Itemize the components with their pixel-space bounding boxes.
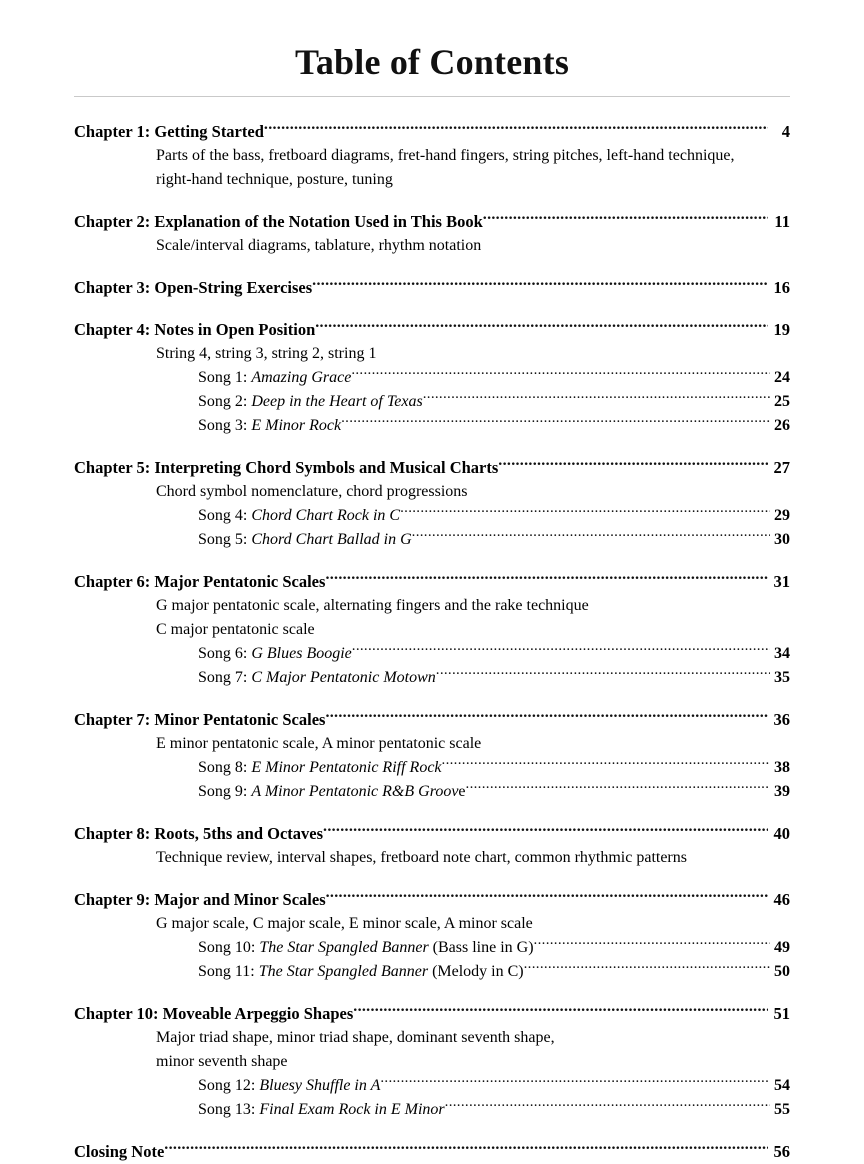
toc-song-entry[interactable] bbox=[198, 366, 790, 390]
toc-song-suffix: e bbox=[458, 783, 466, 801]
toc-dot-leader bbox=[351, 366, 770, 382]
toc-dot-leader bbox=[325, 709, 768, 726]
toc-chapter-label: Chapter 6: Major Pentatonic Scales bbox=[74, 572, 326, 592]
toc-dot-leader bbox=[264, 121, 768, 138]
toc-page-number: 50 bbox=[774, 963, 790, 981]
toc-dot-leader bbox=[423, 390, 770, 406]
toc-page-number: 51 bbox=[773, 1004, 790, 1024]
toc-page-number: 54 bbox=[774, 1077, 790, 1095]
toc-page-number: 39 bbox=[774, 783, 790, 801]
toc-page-number: 35 bbox=[774, 669, 790, 687]
toc-chapter-label: Chapter 9: Major and Minor Scales bbox=[74, 890, 326, 910]
toc-chapter-entry[interactable] bbox=[74, 822, 790, 846]
toc-chapter-label: Chapter 3: Open-String Exercises bbox=[74, 278, 313, 298]
toc-dot-leader bbox=[341, 414, 770, 430]
toc-dot-leader bbox=[315, 319, 768, 336]
page-title: Table of Contents bbox=[294, 42, 570, 82]
toc-song-entry[interactable] bbox=[198, 528, 790, 552]
toc-song-prefix: Song 6: bbox=[198, 645, 252, 663]
toc-song-title: E Minor Rock bbox=[251, 417, 342, 435]
toc-description-line: Scale/interval diagrams, tablature, rhythm notation bbox=[156, 237, 482, 255]
toc-page-number: 27 bbox=[773, 458, 790, 478]
toc-song-entry[interactable] bbox=[198, 756, 790, 780]
toc-description-line: Major triad shape, minor triad shape, dominant seventh shape, bbox=[156, 1029, 555, 1047]
toc-chapter-entry[interactable] bbox=[74, 888, 790, 912]
toc-chapter-label: Chapter 10: Moveable Arpeggio Shapes bbox=[74, 1004, 354, 1024]
toc-page-number: 55 bbox=[774, 1101, 790, 1119]
toc-description-line: G major pentatonic scale, alternating fingers and the rake technique bbox=[156, 597, 589, 615]
toc-chapter-entry[interactable] bbox=[74, 1140, 790, 1164]
toc-song-label bbox=[198, 936, 534, 960]
toc-song-label bbox=[198, 780, 466, 804]
toc-chapter-label: Chapter 4: Notes in Open Position bbox=[74, 320, 316, 340]
toc-chapter-label: Chapter 7: Minor Pentatonic Scales bbox=[74, 710, 326, 730]
toc-dot-leader bbox=[445, 1098, 770, 1114]
toc-song-label bbox=[198, 504, 400, 528]
toc-song-label bbox=[198, 1074, 380, 1098]
toc-dot-leader bbox=[312, 277, 768, 294]
toc-song-entry[interactable] bbox=[198, 960, 790, 984]
toc-song-title: G Blues Boogie bbox=[251, 645, 352, 663]
toc-song-entry[interactable] bbox=[198, 780, 790, 804]
toc-song-label bbox=[198, 666, 436, 690]
toc-song-entry[interactable] bbox=[198, 936, 790, 960]
toc-chapter-label: Closing Note bbox=[74, 1142, 165, 1162]
toc-page-number: 24 bbox=[774, 369, 790, 387]
toc-song-prefix: Song 4: bbox=[198, 507, 252, 525]
toc-chapter-entry[interactable] bbox=[74, 210, 790, 234]
toc-page-number: 49 bbox=[774, 939, 790, 957]
toc-page-number: 56 bbox=[773, 1142, 790, 1162]
toc-song-title: A Minor Pentatonic R&B Groov bbox=[251, 783, 459, 801]
toc-song-title: C Major Pentatonic Motown bbox=[251, 669, 436, 687]
toc-chapter-entry[interactable] bbox=[74, 276, 790, 300]
toc-chapter-entry[interactable] bbox=[74, 1002, 790, 1026]
toc-song-label bbox=[198, 414, 341, 438]
toc-chapter-label: Chapter 2: Explanation of the Notation Used in This Book bbox=[74, 212, 483, 232]
toc-dot-leader bbox=[325, 571, 768, 588]
toc-song-prefix: Song 7: bbox=[198, 669, 252, 687]
toc-dot-leader bbox=[534, 936, 770, 952]
toc-song-prefix: Song 11: bbox=[198, 963, 259, 981]
toc-dot-leader bbox=[380, 1074, 770, 1090]
toc-song-prefix: Song 9: bbox=[198, 783, 252, 801]
toc-dot-leader bbox=[442, 756, 770, 772]
toc-page-number: 19 bbox=[773, 320, 790, 340]
toc-song-label bbox=[198, 528, 412, 552]
toc-dot-leader bbox=[400, 504, 770, 520]
toc-song-label bbox=[198, 756, 442, 780]
toc-song-prefix: Song 8: bbox=[198, 759, 252, 777]
toc-song-prefix: Song 2: bbox=[198, 393, 252, 411]
toc-page-number: 34 bbox=[774, 645, 790, 663]
toc-chapter-label: Chapter 8: Roots, 5ths and Octaves bbox=[74, 824, 324, 844]
toc-chapter-label: Chapter 1: Getting Started bbox=[74, 122, 264, 142]
toc-song-title: Chord Chart Ballad in G bbox=[251, 531, 412, 549]
toc-page-number: 30 bbox=[774, 531, 790, 549]
toc-chapter-entry[interactable] bbox=[74, 120, 790, 144]
toc-dot-leader bbox=[164, 1141, 768, 1158]
toc-song-prefix: Song 10: bbox=[198, 939, 260, 957]
toc-page-number: 26 bbox=[774, 417, 790, 435]
toc-song-entry[interactable] bbox=[198, 642, 790, 666]
toc-chapter-entry[interactable] bbox=[74, 570, 790, 594]
toc-page-number: 36 bbox=[773, 710, 790, 730]
toc-dot-leader bbox=[326, 889, 768, 906]
toc-song-label bbox=[198, 960, 524, 984]
toc-description-line: Chord symbol nomenclature, chord progressions bbox=[156, 483, 468, 501]
toc-description-line: C major pentatonic scale bbox=[156, 621, 315, 639]
toc-dot-leader bbox=[323, 823, 768, 840]
toc-song-label bbox=[198, 390, 423, 414]
toc-song-title: The Star Spangled Banner bbox=[259, 939, 429, 957]
toc-song-label bbox=[198, 366, 351, 390]
toc-page-number: 16 bbox=[773, 278, 790, 298]
toc-song-prefix: Song 5: bbox=[198, 531, 252, 549]
toc-dot-leader bbox=[353, 1003, 768, 1020]
toc-description-line: minor seventh shape bbox=[156, 1053, 288, 1071]
toc-song-title: Final Exam Rock in E Minor bbox=[259, 1101, 445, 1119]
toc-description-line: right-hand technique, posture, tuning bbox=[156, 171, 393, 189]
toc-song-entry[interactable] bbox=[198, 666, 790, 690]
toc-dot-leader bbox=[466, 780, 770, 796]
toc-song-suffix: (Melody in C) bbox=[428, 963, 524, 981]
toc-song-title: Chord Chart Rock in C bbox=[251, 507, 401, 525]
toc-song-label bbox=[198, 642, 352, 666]
toc-page-number: 25 bbox=[774, 393, 790, 411]
toc-chapter-label: Chapter 5: Interpreting Chord Symbols and Musical Charts bbox=[74, 458, 499, 478]
toc-chapter-entry[interactable] bbox=[74, 708, 790, 732]
toc-song-label bbox=[198, 1098, 445, 1122]
toc-song-suffix: (Bass line in G) bbox=[428, 939, 534, 957]
toc-description-line: String 4, string 3, string 2, string 1 bbox=[156, 345, 377, 363]
toc-page-number: 31 bbox=[773, 572, 790, 592]
toc-song-entry[interactable] bbox=[198, 390, 790, 414]
toc-dot-leader bbox=[483, 211, 768, 228]
toc-song-title: Deep in the Heart of Texas bbox=[251, 393, 423, 411]
toc-dot-leader bbox=[412, 528, 770, 544]
toc-page-number: 29 bbox=[774, 507, 790, 525]
toc-song-title: E Minor Pentatonic Riff Rock bbox=[251, 759, 442, 777]
toc-description-line: G major scale, C major scale, E minor scale, A minor scale bbox=[156, 915, 533, 933]
toc-song-title: Amazing Grace bbox=[251, 369, 352, 387]
toc-description-line: Technique review, interval shapes, fretboard note chart, common rhythmic patterns bbox=[156, 849, 687, 867]
title-divider bbox=[74, 96, 790, 97]
toc-page-number: 40 bbox=[773, 824, 790, 844]
toc-song-prefix: Song 12: bbox=[198, 1077, 260, 1095]
toc-dot-leader bbox=[352, 642, 770, 658]
toc-page-number: 38 bbox=[774, 759, 790, 777]
toc-song-title: Bluesy Shuffle in A bbox=[259, 1077, 381, 1095]
toc-dot-leader bbox=[524, 960, 770, 976]
toc-song-prefix: Song 3: bbox=[198, 417, 252, 435]
toc-chapter-entry[interactable] bbox=[74, 318, 790, 342]
toc-dot-leader bbox=[498, 457, 768, 474]
toc-song-title: The Star Spangled Banner bbox=[258, 963, 429, 981]
toc-chapter-entry[interactable] bbox=[74, 456, 790, 480]
toc-song-entry[interactable] bbox=[198, 1098, 790, 1122]
toc-song-prefix: Song 13: bbox=[198, 1101, 260, 1119]
toc-song-entry[interactable] bbox=[198, 504, 790, 528]
toc-dot-leader bbox=[436, 666, 770, 682]
toc-description-line: E minor pentatonic scale, A minor pentatonic scale bbox=[156, 735, 482, 753]
toc-page-number: 4 bbox=[781, 122, 790, 142]
toc-song-entry[interactable] bbox=[198, 414, 790, 438]
toc-song-entry[interactable] bbox=[198, 1074, 790, 1098]
toc-song-prefix: Song 1: bbox=[198, 369, 252, 387]
toc-page-number: 46 bbox=[773, 890, 790, 910]
toc-page-number: 11 bbox=[774, 212, 790, 232]
toc-description-line: Parts of the bass, fretboard diagrams, fret-hand fingers, string pitches, left-hand technique, bbox=[156, 147, 735, 165]
table-of-contents-list bbox=[74, 120, 790, 1164]
